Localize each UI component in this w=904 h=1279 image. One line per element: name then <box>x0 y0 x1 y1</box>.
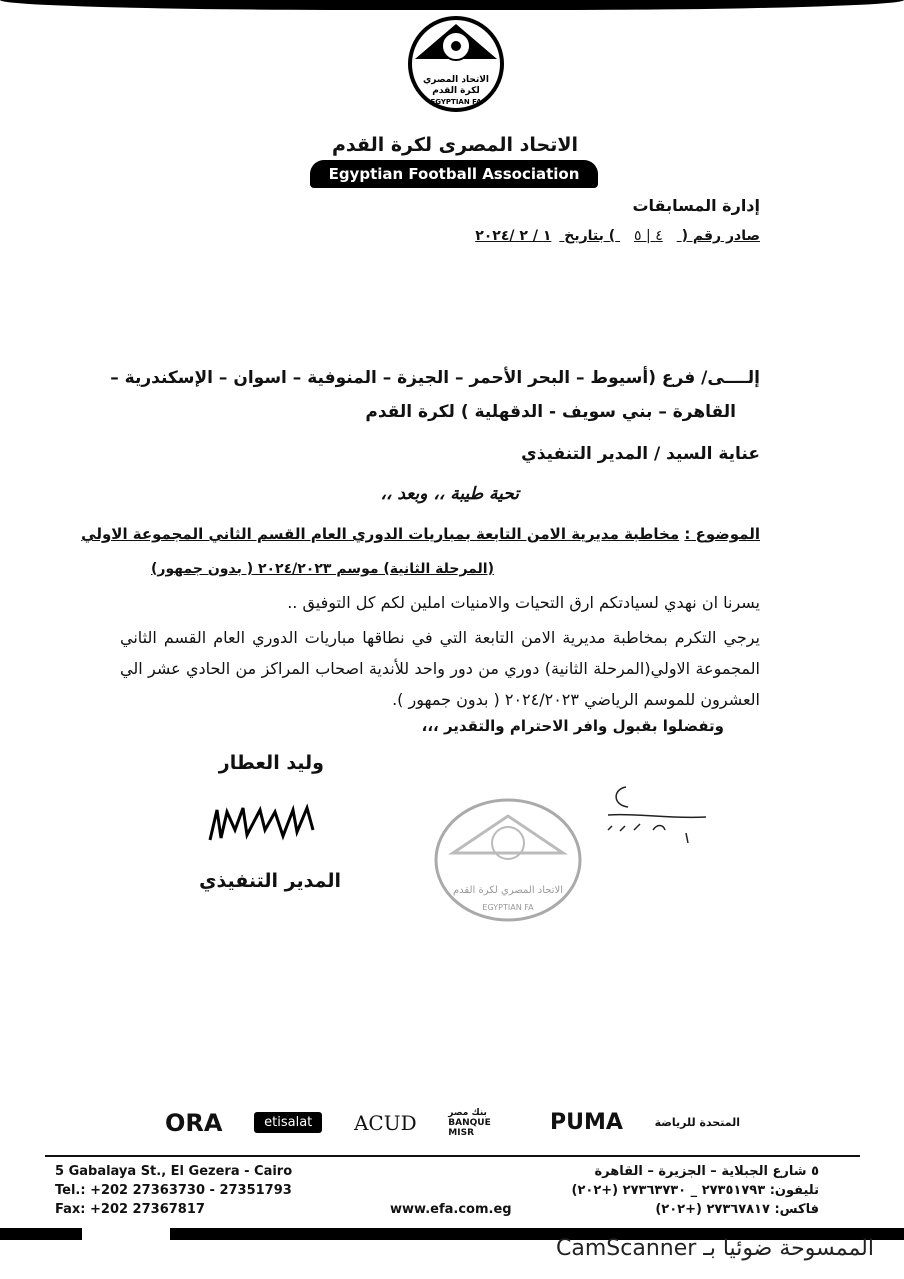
department: إدارة المسابقات <box>632 196 760 215</box>
svg-text:EGYPTIAN FA: EGYPTIAN FA <box>482 903 534 912</box>
recipient-line-2: القاهرة – بني سويف - الدقهلية ) لكرة القدم <box>365 402 736 422</box>
official-stamp <box>433 798 583 923</box>
reference-line <box>467 228 760 244</box>
footer-fax-en: Fax: +202 27367817 <box>55 1202 205 1217</box>
attention-line: عناية السيد / المدير التنفيذي <box>521 444 760 464</box>
date-label: ) بتاريخ <box>564 228 616 244</box>
recipient-line-1: إلــــى/ فرع (أسيوط – البحر الأحمر – الجيزة – المنوفية – اسوان – الإسكندرية – <box>110 368 760 388</box>
greeting: تحية طيبة ،، وبعد ،، <box>380 484 519 504</box>
sponsor-acud: ACUD <box>353 1110 417 1135</box>
signature <box>205 800 325 850</box>
footer-fax-ar: فاكس: ٢٧٣٦٧٨١٧ (+٢٠٢) <box>655 1202 819 1217</box>
sponsor-puma: PUMA <box>549 1110 623 1135</box>
svg-text:الاتحاد المصري: الاتحاد المصري <box>423 75 489 85</box>
bottom-edge-bar-left <box>0 1228 82 1240</box>
footer-address-en: 5 Gabalaya St., El Gezera - Cairo <box>55 1164 293 1179</box>
svg-text:EGYPTIAN FA: EGYPTIAN FA <box>430 98 482 106</box>
camscanner-watermark: الممسوحة ضوئيا بـ CamScanner <box>556 1236 874 1261</box>
reference-date: ١ / ٢ /٢٠٢٤ <box>475 228 552 244</box>
footer-english <box>55 1162 292 1219</box>
sponsor-logos <box>165 1100 740 1145</box>
sponsor-ora: ORA <box>165 1108 223 1137</box>
reference-label: صادر رقم ( <box>681 228 760 244</box>
svg-text:الاتحاد المصري لكرة القدم: الاتحاد المصري لكرة القدم <box>452 885 564 896</box>
subject-text: مخاطبة مديرية الامن التابعة بمباريات الدوري العام القسم الثاني المجموعة الاولي <box>81 525 680 543</box>
footer-arabic <box>572 1162 820 1219</box>
closing-text: وتفضلوا بقبول وافر الاحترام والتقدير ،،، <box>421 717 724 735</box>
footer-address-ar: ٥ شارع الجبلاية – الجزيرة – القاهرة <box>594 1164 819 1179</box>
sponsor-etisalat: etisalat <box>254 1112 322 1133</box>
subject-label: الموضوع : <box>684 525 760 543</box>
intro-text: يسرنا ان نهدي لسيادتكم ارق التحيات والامنيات املين لكم كل التوفيق .. <box>287 593 760 612</box>
reference-number: ٤ | ٥ <box>634 228 663 244</box>
signatory-name: وليد العطار <box>218 752 324 774</box>
handwritten-note <box>598 775 713 845</box>
body-paragraph: يرجي التكرم بمخاطبة مديرية الامن التابعة التي في نطاقها مباريات الدوري العام القسم الثاني المجموعة الاولي(المرحلة الثانية) دوري من دور واحد للأندية اصحاب المراكز من الحادي عشر الي العشرون للموسم الرياضي ٢٠٢٤/٢٠٢٣ ( بدون جمهور ). <box>120 628 760 709</box>
subject-line-2: (المرحلة الثانية) موسم ٢٠٢٤/٢٠٢٣ ( بدون جمهور) <box>151 561 494 577</box>
top-edge-bar <box>0 0 904 10</box>
svg-text:لكرة القدم: لكرة القدم <box>432 86 480 96</box>
subject-line-1 <box>81 525 760 543</box>
arabic-org-name: الاتحاد المصرى لكرة القدم <box>332 134 578 156</box>
efa-logo <box>407 14 505 122</box>
footer-divider <box>45 1155 860 1157</box>
english-org-name: Egyptian Football Association <box>310 160 598 188</box>
sponsor-united-sports: المتحدة للرياضة <box>654 1116 740 1129</box>
sponsor-banque-misr: بنك مصر BANQUE MISR <box>448 1107 491 1138</box>
signatory-title: المدير التنفيذي <box>199 870 341 892</box>
footer-website[interactable]: www.efa.com.eg <box>390 1202 512 1217</box>
footer-tel-ar: تليفون: ٢٧٣٥١٧٩٣ _ ٢٧٣٦٣٧٣٠ (+٢٠٢) <box>571 1183 819 1198</box>
footer-tel-en: Tel.: +202 27363730 - 27351793 <box>55 1183 292 1198</box>
